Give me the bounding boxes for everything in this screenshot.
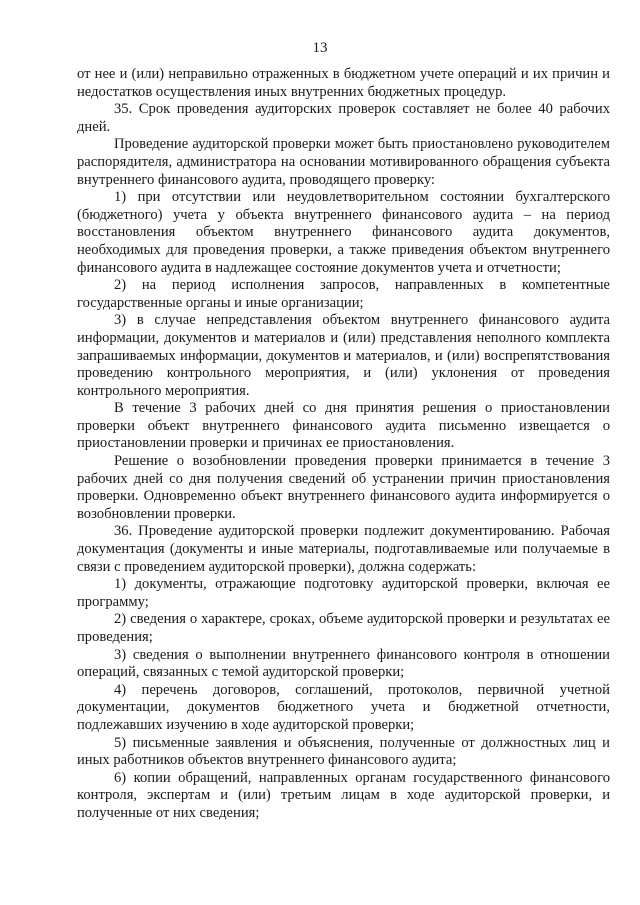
list-item-documentation-5: 5) письменные заявления и объяснения, полученные от должностных лиц и иных работников объектов внутреннего финансового аудита;	[77, 734, 610, 769]
list-item-documentation-2: 2) сведения о характере, сроках, объеме аудиторской проверки и результатах ее проведения;	[77, 611, 610, 645]
paragraph-resumption: Решение о возобновлении проведения проверки принимается в течение 3 рабочих дней со дня получения сведений об устранении причин приостановления проверки. Одновременно объект внутреннего финансового аудита информируется о возобновлении проверки.	[77, 453, 610, 522]
document-body	[77, 66, 610, 823]
paragraph-clause-36: 36. Проведение аудиторской проверки подлежит документированию. Рабочая документация (документы и иные материалы, подготавливаемые или получаемые в связи с проведением аудиторской проверки), должна содержать:	[77, 523, 610, 575]
paragraph-continuation: от нее и (или) неправильно отраженных в бюджетном учете операций и их причин и недостатков осуществления иных внутренних бюджетных процедур.	[77, 66, 610, 100]
paragraph-clause-35: 35. Срок проведения аудиторских проверок составляет не более 40 рабочих дней.	[77, 101, 610, 135]
paragraph-notification: В течение 3 рабочих дней со дня принятия решения о приостановлении проверки объект внутреннего финансового аудита письменно извещается о приостановлении проверки и причинах ее приостановления.	[77, 400, 610, 452]
list-item-suspension-3: 3) в случае непредставления объектом внутреннего финансового аудита информации, документов и материалов и (или) представления неполного комплекта запрашиваемых информации, документов и материалов, и (или) воспрепятствования проведению контрольного мероприятия, и (или) уклонения от проведения контрольного мероприятия.	[77, 312, 610, 399]
list-item-documentation-6: 6) копии обращений, направленных органам государственного финансового контроля, экспертам и (или) третьим лицам в ходе аудиторской проверки, и полученные от них сведения;	[77, 769, 610, 821]
list-item-documentation-1: 1) документы, отражающие подготовку аудиторской проверки, включая ее программу;	[77, 576, 610, 610]
list-item-suspension-1: 1) при отсутствии или неудовлетворительном состоянии бухгалтерского (бюджетного) учета у объекта внутреннего финансового аудита – на период восстановления объектом внутреннего финансового аудита документов, необходимых для проведения проверки, а также приведения объектом внутреннего финансового аудита в надлежащее состояние документов учета и отчетности;	[77, 189, 610, 276]
paragraph-suspension: Проведение аудиторской проверки может быть приостановлено руководителем распорядителя, администратора на основании мотивированного обращения субъекта внутреннего финансового аудита, проводящего проверку:	[77, 136, 610, 188]
page-number: 13	[312, 40, 328, 56]
list-item-suspension-2: 2) на период исполнения запросов, направленных в компетентные государственные органы и иные организации;	[77, 277, 610, 311]
list-item-documentation-3: 3) сведения о выполнении внутреннего финансового контроля в отношении операций, связанных с темой аудиторской проверки;	[77, 646, 610, 681]
list-item-documentation-4: 4) перечень договоров, соглашений, протоколов, первичной учетной документации, документов бюджетного учета и бюджетной отчетности, подлежавших изучению в ходе аудиторской проверки;	[77, 681, 610, 733]
